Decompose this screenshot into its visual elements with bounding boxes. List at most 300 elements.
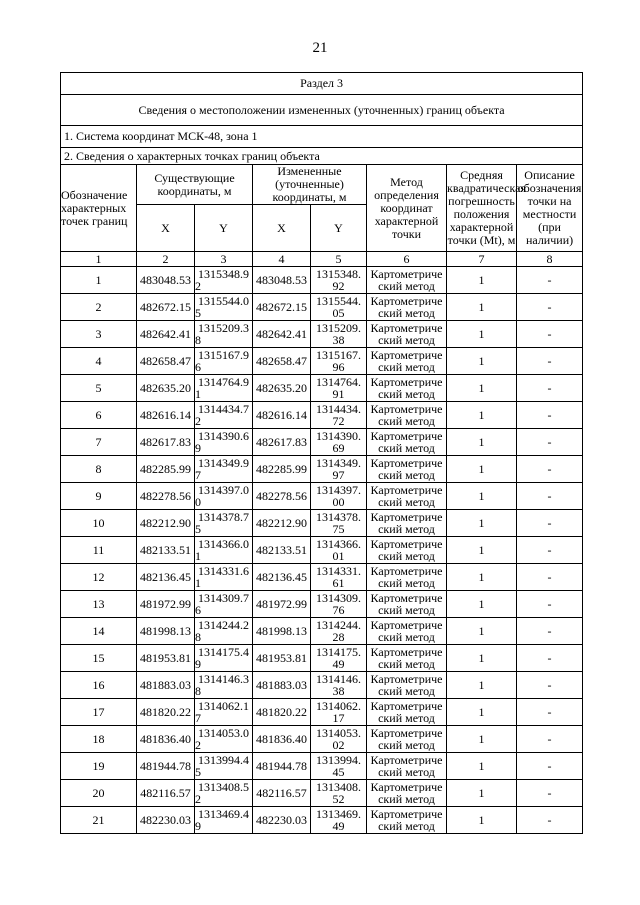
method — [367, 672, 447, 699]
existing-x: 482616.14 — [137, 402, 195, 429]
existing-y-part1: 1315209.3 — [198, 322, 249, 334]
changed-y-part2: 97 — [332, 469, 345, 481]
description: - — [517, 375, 583, 402]
accuracy: 1 — [447, 402, 517, 429]
changed-y-part2: 72 — [332, 415, 345, 427]
changed-y — [311, 726, 367, 753]
description: - — [517, 267, 583, 294]
table-row — [61, 402, 583, 429]
description: - — [517, 348, 583, 375]
changed-y-part1: 1315348. — [316, 268, 361, 280]
method-part1: Картометриче — [370, 538, 443, 550]
method-part1: Картометриче — [370, 376, 443, 388]
changed-y-part2: 96 — [332, 361, 345, 373]
changed-y-part1: 1314349. — [316, 457, 361, 469]
accuracy: 1 — [447, 645, 517, 672]
point-number: 7 — [61, 429, 137, 456]
existing-y-part2: 0 — [195, 496, 201, 508]
method-part2: ский метод — [378, 631, 435, 643]
changed-y-part1: 1315209. — [316, 322, 361, 334]
section-title: Раздел 3 — [61, 73, 583, 95]
header-existing-x: X — [137, 205, 195, 252]
description: - — [517, 753, 583, 780]
table-row — [61, 267, 583, 294]
changed-x: 482616.14 — [253, 402, 311, 429]
changed-y — [311, 591, 367, 618]
existing-y — [195, 510, 253, 537]
method-part2: ский метод — [378, 550, 435, 562]
method-part2: ский метод — [378, 469, 435, 481]
changed-y-part1: 1314309. — [316, 592, 361, 604]
description: - — [517, 564, 583, 591]
existing-y — [195, 780, 253, 807]
table-row — [61, 591, 583, 618]
changed-y-part1: 1313469. — [316, 808, 361, 820]
method — [367, 456, 447, 483]
existing-y — [195, 402, 253, 429]
method — [367, 699, 447, 726]
changed-y-part2: 91 — [332, 388, 345, 400]
header-method: Метод определения координат характерной точки — [367, 165, 447, 252]
method-part2: ский метод — [378, 361, 435, 373]
table-row — [61, 672, 583, 699]
header-accuracy: Средняя квадратическая погрешность положения характерной точки (Mt), м — [447, 165, 517, 252]
changed-y-part2: 52 — [332, 793, 345, 805]
point-number: 3 — [61, 321, 137, 348]
changed-y-part2: 17 — [332, 712, 345, 724]
method-part1: Картометриче — [370, 430, 443, 442]
method-part2: ский метод — [378, 388, 435, 400]
existing-y-part2: 5 — [195, 523, 201, 535]
existing-x: 482136.45 — [137, 564, 195, 591]
method — [367, 591, 447, 618]
point-number: 11 — [61, 537, 137, 564]
existing-y-part2: 1 — [195, 577, 201, 589]
point-number: 15 — [61, 645, 137, 672]
changed-y — [311, 537, 367, 564]
description: - — [517, 537, 583, 564]
changed-y-part2: 76 — [332, 604, 345, 616]
table-row — [61, 537, 583, 564]
description: - — [517, 429, 583, 456]
method — [367, 618, 447, 645]
method-part2: ский метод — [378, 658, 435, 670]
existing-y — [195, 807, 253, 834]
changed-y-part1: 1314378. — [316, 511, 361, 523]
changed-y-part1: 1314434. — [316, 403, 361, 415]
header-changed-x: X — [253, 205, 311, 252]
accuracy: 1 — [447, 807, 517, 834]
method-part2: ский метод — [378, 739, 435, 751]
point-number: 2 — [61, 294, 137, 321]
accuracy: 1 — [447, 456, 517, 483]
existing-y-part1: 1314062.1 — [198, 700, 249, 712]
existing-y-part1: 1315167.9 — [198, 349, 249, 361]
method-part2: ский метод — [378, 820, 435, 832]
header-point-designation: Обозначение характерных точек границ — [61, 165, 137, 252]
existing-y — [195, 726, 253, 753]
changed-y-part1: 1313994. — [316, 754, 361, 766]
changed-y — [311, 645, 367, 672]
changed-x: 482212.90 — [253, 510, 311, 537]
method-part1: Картометриче — [370, 322, 443, 334]
description: - — [517, 510, 583, 537]
changed-y — [311, 267, 367, 294]
point-number: 16 — [61, 672, 137, 699]
table-row — [61, 753, 583, 780]
column-number: 8 — [517, 252, 583, 267]
changed-y-part1: 1314146. — [316, 673, 361, 685]
method-part1: Картометриче — [370, 349, 443, 361]
changed-y-part2: 69 — [332, 442, 345, 454]
point-number: 5 — [61, 375, 137, 402]
changed-x: 481998.13 — [253, 618, 311, 645]
existing-y — [195, 429, 253, 456]
changed-y — [311, 699, 367, 726]
changed-y — [311, 375, 367, 402]
method-part1: Картометриче — [370, 511, 443, 523]
changed-y — [311, 456, 367, 483]
changed-x: 481953.81 — [253, 645, 311, 672]
accuracy: 1 — [447, 753, 517, 780]
changed-y-part2: 05 — [332, 307, 345, 319]
changed-y-part1: 1314053. — [316, 727, 361, 739]
existing-y-part2: 8 — [195, 685, 201, 697]
points-label: 2. Сведения о характерных точках границ объекта — [61, 148, 583, 165]
changed-y — [311, 294, 367, 321]
existing-x: 482635.20 — [137, 375, 195, 402]
method — [367, 753, 447, 780]
existing-y — [195, 591, 253, 618]
changed-y — [311, 483, 367, 510]
table-row — [61, 510, 583, 537]
table-row — [61, 456, 583, 483]
changed-x: 482658.47 — [253, 348, 311, 375]
existing-y-part1: 1313994.4 — [198, 754, 249, 766]
method-part2: ский метод — [378, 334, 435, 346]
method — [367, 402, 447, 429]
changed-y-part2: 92 — [332, 280, 345, 292]
table-row — [61, 780, 583, 807]
method — [367, 807, 447, 834]
table-row — [61, 375, 583, 402]
existing-x: 482658.47 — [137, 348, 195, 375]
existing-y-part1: 1315544.0 — [198, 295, 249, 307]
method-part2: ский метод — [378, 766, 435, 778]
existing-y — [195, 645, 253, 672]
changed-x: 481972.99 — [253, 591, 311, 618]
existing-y-part1: 1314764.9 — [198, 376, 249, 388]
changed-x: 482136.45 — [253, 564, 311, 591]
point-number: 13 — [61, 591, 137, 618]
existing-y-part2: 7 — [195, 712, 201, 724]
description: - — [517, 456, 583, 483]
changed-y-part1: 1315544. — [316, 295, 361, 307]
existing-y-part1: 1314053.0 — [198, 727, 249, 739]
method-part1: Картометриче — [370, 484, 443, 496]
method-part1: Картометриче — [370, 700, 443, 712]
existing-y — [195, 375, 253, 402]
accuracy: 1 — [447, 537, 517, 564]
changed-y — [311, 402, 367, 429]
existing-y-part2: 2 — [195, 739, 201, 751]
header-existing-coords: Существующие координаты, м — [137, 165, 253, 205]
method-part1: Картометриче — [370, 646, 443, 658]
boundary-points-table — [60, 72, 583, 834]
existing-y-part2: 1 — [195, 388, 201, 400]
section-subtitle: Сведения о местоположении измененных (уточненных) границ объекта — [61, 95, 583, 126]
existing-y-part2: 6 — [195, 361, 201, 373]
changed-y-part1: 1314366. — [316, 538, 361, 550]
column-numbers-row — [61, 252, 583, 267]
existing-y — [195, 699, 253, 726]
method-part1: Картометриче — [370, 295, 443, 307]
table-row — [61, 294, 583, 321]
existing-y-part2: 1 — [195, 550, 201, 562]
method-part1: Картометриче — [370, 592, 443, 604]
table-row — [61, 483, 583, 510]
existing-x: 482672.15 — [137, 294, 195, 321]
existing-x: 481836.40 — [137, 726, 195, 753]
method — [367, 780, 447, 807]
column-number: 4 — [253, 252, 311, 267]
changed-y-part1: 1315167. — [316, 349, 361, 361]
method-part1: Картометриче — [370, 565, 443, 577]
existing-y-part1: 1314349.9 — [198, 457, 249, 469]
method — [367, 321, 447, 348]
changed-x: 481820.22 — [253, 699, 311, 726]
accuracy: 1 — [447, 726, 517, 753]
table-row — [61, 807, 583, 834]
description: - — [517, 726, 583, 753]
existing-y-part2: 5 — [195, 766, 201, 778]
existing-x: 482212.90 — [137, 510, 195, 537]
changed-x: 482278.56 — [253, 483, 311, 510]
accuracy: 1 — [447, 699, 517, 726]
point-number: 9 — [61, 483, 137, 510]
description: - — [517, 483, 583, 510]
existing-y-part2: 2 — [195, 415, 201, 427]
accuracy: 1 — [447, 429, 517, 456]
description: - — [517, 780, 583, 807]
existing-x: 481944.78 — [137, 753, 195, 780]
changed-y — [311, 753, 367, 780]
existing-y-part2: 9 — [195, 820, 201, 832]
existing-y-part2: 8 — [195, 631, 201, 643]
changed-x: 481883.03 — [253, 672, 311, 699]
accuracy: 1 — [447, 483, 517, 510]
point-number: 4 — [61, 348, 137, 375]
changed-y-part1: 1314331. — [316, 565, 361, 577]
description: - — [517, 294, 583, 321]
changed-y — [311, 564, 367, 591]
description: - — [517, 672, 583, 699]
existing-x: 481883.03 — [137, 672, 195, 699]
changed-x: 481836.40 — [253, 726, 311, 753]
method-part2: ский метод — [378, 577, 435, 589]
method — [367, 267, 447, 294]
changed-y-part1: 1314764. — [316, 376, 361, 388]
changed-y-part2: 75 — [332, 523, 345, 535]
existing-x: 481998.13 — [137, 618, 195, 645]
accuracy: 1 — [447, 267, 517, 294]
existing-x: 482133.51 — [137, 537, 195, 564]
description: - — [517, 699, 583, 726]
table-row — [61, 618, 583, 645]
method — [367, 726, 447, 753]
existing-y — [195, 618, 253, 645]
description: - — [517, 807, 583, 834]
existing-y — [195, 348, 253, 375]
existing-y-part1: 1315348.9 — [198, 268, 249, 280]
changed-x: 481944.78 — [253, 753, 311, 780]
changed-x: 483048.53 — [253, 267, 311, 294]
existing-y — [195, 537, 253, 564]
existing-y-part1: 1314366.0 — [198, 538, 249, 550]
method-part2: ский метод — [378, 523, 435, 535]
accuracy: 1 — [447, 564, 517, 591]
changed-x: 482642.41 — [253, 321, 311, 348]
existing-y-part1: 1314378.7 — [198, 511, 249, 523]
coordinate-system-label: 1. Система координат МСК-48, зона 1 — [61, 126, 583, 148]
accuracy: 1 — [447, 672, 517, 699]
changed-y-part2: 49 — [332, 820, 345, 832]
header-existing-y: Y — [195, 205, 253, 252]
method — [367, 348, 447, 375]
column-number: 3 — [195, 252, 253, 267]
existing-x: 481820.22 — [137, 699, 195, 726]
changed-y-part2: 61 — [332, 577, 345, 589]
method-part2: ский метод — [378, 496, 435, 508]
changed-y-part2: 01 — [332, 550, 345, 562]
existing-y-part1: 1314390.6 — [198, 430, 249, 442]
changed-y-part2: 49 — [332, 658, 345, 670]
changed-y — [311, 618, 367, 645]
method-part1: Картометриче — [370, 268, 443, 280]
method-part1: Картометриче — [370, 727, 443, 739]
method-part1: Картометриче — [370, 781, 443, 793]
method-part2: ский метод — [378, 280, 435, 292]
existing-y-part1: 1314146.3 — [198, 673, 249, 685]
existing-x: 483048.53 — [137, 267, 195, 294]
table-row — [61, 699, 583, 726]
method — [367, 483, 447, 510]
changed-y-part1: 1314175. — [316, 646, 361, 658]
point-number: 18 — [61, 726, 137, 753]
changed-x: 482672.15 — [253, 294, 311, 321]
existing-y-part2: 9 — [195, 658, 201, 670]
existing-x: 482278.56 — [137, 483, 195, 510]
changed-x: 482635.20 — [253, 375, 311, 402]
point-number: 21 — [61, 807, 137, 834]
method-part2: ский метод — [378, 307, 435, 319]
point-number: 12 — [61, 564, 137, 591]
existing-y-part1: 1313469.4 — [198, 808, 249, 820]
column-number: 2 — [137, 252, 195, 267]
accuracy: 1 — [447, 510, 517, 537]
method — [367, 429, 447, 456]
table-row — [61, 321, 583, 348]
existing-y-part2: 5 — [195, 307, 201, 319]
accuracy: 1 — [447, 294, 517, 321]
description: - — [517, 591, 583, 618]
existing-y-part1: 1314434.7 — [198, 403, 249, 415]
table-row — [61, 564, 583, 591]
point-number: 14 — [61, 618, 137, 645]
column-number: 5 — [311, 252, 367, 267]
method-part1: Картометриче — [370, 403, 443, 415]
method — [367, 294, 447, 321]
description: - — [517, 618, 583, 645]
accuracy: 1 — [447, 375, 517, 402]
table-row — [61, 429, 583, 456]
accuracy: 1 — [447, 618, 517, 645]
column-number: 7 — [447, 252, 517, 267]
method-part2: ский метод — [378, 685, 435, 697]
header-changed-coords: Измененные (уточненные) координаты, м — [253, 165, 367, 205]
existing-y — [195, 672, 253, 699]
method-part2: ский метод — [378, 712, 435, 724]
existing-y-part2: 6 — [195, 604, 201, 616]
method — [367, 564, 447, 591]
method-part2: ский метод — [378, 442, 435, 454]
changed-y-part1: 1314397. — [316, 484, 361, 496]
header-description: Описание обозначения точки на местности (при наличии) — [517, 165, 583, 252]
method-part1: Картометриче — [370, 808, 443, 820]
accuracy: 1 — [447, 321, 517, 348]
method — [367, 510, 447, 537]
description: - — [517, 645, 583, 672]
existing-y-part2: 9 — [195, 442, 201, 454]
existing-y-part1: 1314331.6 — [198, 565, 249, 577]
existing-y — [195, 321, 253, 348]
header-changed-y: Y — [311, 205, 367, 252]
accuracy: 1 — [447, 591, 517, 618]
method — [367, 645, 447, 672]
description: - — [517, 321, 583, 348]
method-part1: Картометриче — [370, 457, 443, 469]
existing-y-part2: 8 — [195, 334, 201, 346]
changed-y — [311, 348, 367, 375]
method-part1: Картометриче — [370, 619, 443, 631]
changed-y-part2: 38 — [332, 685, 345, 697]
changed-y-part2: 45 — [332, 766, 345, 778]
existing-x: 481953.81 — [137, 645, 195, 672]
existing-y-part2: 2 — [195, 793, 201, 805]
existing-x: 482285.99 — [137, 456, 195, 483]
existing-x: 482116.57 — [137, 780, 195, 807]
changed-y — [311, 672, 367, 699]
point-number: 19 — [61, 753, 137, 780]
existing-x: 481972.99 — [137, 591, 195, 618]
table-row — [61, 726, 583, 753]
method — [367, 537, 447, 564]
changed-y-part2: 00 — [332, 496, 345, 508]
method-part2: ский метод — [378, 415, 435, 427]
changed-x: 482133.51 — [253, 537, 311, 564]
existing-y — [195, 564, 253, 591]
changed-y-part1: 1313408. — [316, 781, 361, 793]
point-number: 10 — [61, 510, 137, 537]
changed-y-part2: 28 — [332, 631, 345, 643]
method-part2: ский метод — [378, 793, 435, 805]
existing-y — [195, 267, 253, 294]
changed-y — [311, 780, 367, 807]
existing-y — [195, 483, 253, 510]
point-number: 20 — [61, 780, 137, 807]
column-number: 1 — [61, 252, 137, 267]
existing-x: 482230.03 — [137, 807, 195, 834]
